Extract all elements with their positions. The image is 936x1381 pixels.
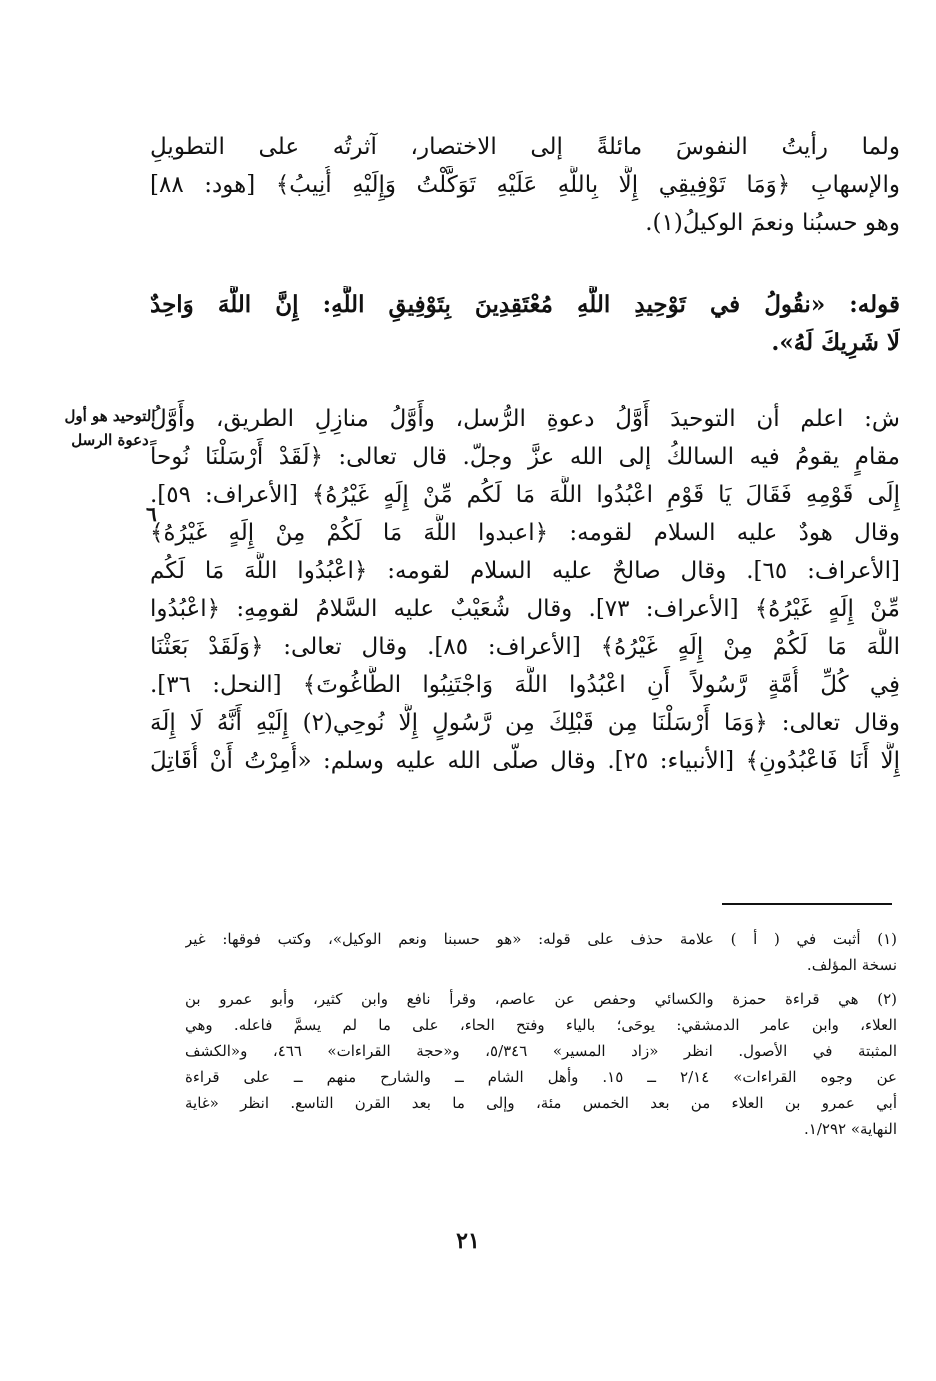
sharh-line: وقال تعالى: ﴿وَمَا أَرْسَلْنَا مِن قَبْلِكَ مِن رَّسُولٍ إِلَّا نُوحِي(٢) إِلَيْهِ أَنَّهُ لَا إِلَهَ [150, 710, 900, 736]
footnote-line: النهاية» ١/٢٩٢. [804, 1120, 897, 1138]
margin-heading [40, 404, 180, 452]
footnote-line: نسخة المؤلف. [806, 956, 897, 974]
footnote-line: (١) أثبت في ( أ ) علامة حذف على قوله: «هو حسبنا ونعم الوكيل»، وكتب فوقها: غير [185, 930, 897, 948]
sharh-paragraph [150, 400, 900, 780]
intro-paragraph [150, 128, 900, 242]
footnote-line: المثبتة في الأصول. انظر «زاد المسير» ٥/٣٤٦، و«حجة القراءات» ٤٦٦، و«الكشف [185, 1042, 897, 1060]
footnote-divider [722, 903, 892, 905]
text-line: ولما رأيتُ النفوسَ مائلةً إلى الاختصار، آثرتُه على التطويلِ [150, 134, 900, 160]
footnote-line: أبي عمرو بن العلاء من بعد الخمس مئة، وإلى ما بعد القرن التاسع. انظر «غاية [185, 1094, 897, 1112]
sharh-line: اللَّهَ مَا لَكُمْ مِنْ إِلَهٍ غَيْرُهُ﴾ [الأعراف: ٨٥]. وقال تعالى: ﴿وَلَقَدْ بَعَثْنَا [150, 634, 900, 660]
sharh-line: فِي كُلِّ أُمَّةٍ رَّسُولاً أَنِ اعْبُدُوا اللَّهَ وَاجْتَنِبُوا الطَّاغُوتَ﴾ [النحل: ٣٦]. [150, 672, 900, 698]
footnote-line: (٢) هي قراءة حمزة والكسائي وحفص عن عاصم، وقرأ نافع وابن كثير، وأبو عمرو بن [185, 990, 897, 1008]
footnote-2 [185, 986, 897, 1142]
matn-line: قوله: «نقُولُ في تَوْحِيدِ اللَّهِ مُعْتَقِدِينَ بِتَوْفِيقِ اللَّهِ: إِنَّ اللَّهَ وَاحِدٌ [150, 291, 900, 318]
footnote-line: العلاء، وابن عامر الدمشقي: يوحَى؛ بالياء وفتح الحاء، على ما لم يسمَّ فاعله. وهي [185, 1016, 897, 1034]
matn-line: لَا شَرِيكَ لَهُ». [771, 329, 900, 356]
margin-heading-line: التوحيد هو أول [64, 407, 156, 425]
text-line: وهو حسبُنا ونعمَ الوكيلُ(١). [645, 210, 900, 236]
footnotes [185, 926, 897, 1142]
sharh-line: مقامٍ يقومُ فيه السالكُ إلى الله عزَّ وجلّ. قال تعالى: ﴿لَقَدْ أَرْسَلْنَا نُوحاً [150, 444, 900, 470]
text-line: والإسهابِ ﴿وَمَا تَوْفِيقِي إِلَّا بِاللَّهِ عَلَيْهِ تَوَكَّلْتُ وَإِلَيْهِ أُنِيبُ﴾ [هود: ٨٨] [150, 172, 900, 198]
sharh-line: إِلَى قَوْمِهِ فَقَالَ يَا قَوْمِ اعْبُدُوا اللَّهَ مَا لَكُم مِّنْ إِلَهٍ غَيْرُهُ﴾ [الأعراف: ٥٩]. [150, 482, 900, 508]
sharh-line: مِّنْ إِلَهٍ غَيْرُهُ﴾ [الأعراف: ٧٣]. وقال شُعَيْبٌ عليه السَّلامُ لقومِهِ: ﴿اعْبُدُوا [150, 596, 900, 622]
margin-heading-line: دعوة الرسل [71, 431, 149, 449]
page-number: ٢١ [456, 1228, 480, 1254]
sharh-line: ش: اعلم أن التوحيدَ أَوَّلُ دعوةِ الرُّسل، وأَوَّلُ منازِلِ الطريق، وأَوَّلُ [150, 406, 900, 432]
footnote-line: عن وجوه القراءات» ٢/١٤ ــ ١٥. وأهل الشام ــ والشارح منهم ــ على قراءة [185, 1068, 897, 1086]
sharh-line: إِلَّا أَنَا فَاعْبُدُونِ﴾ [الأنبياء: ٢٥]. وقال صلّى الله عليه وسلم: «أُمِرْتُ أَنْ أُقَاتِلَ [150, 748, 900, 774]
margin-number: ٦ [146, 502, 157, 526]
sharh-line: وقال هودٌ عليه السلام لقومه: ﴿اعبدوا اللَّهَ مَا لَكُمْ مِنْ إِلَهٍ غَيْرُهُ﴾ [150, 520, 900, 546]
footnote-1 [185, 926, 897, 978]
sharh-line: [الأعراف: ٦٥]. وقال صالحٌ عليه السلام لقومه: ﴿اعْبُدُوا اللَّهَ مَا لَكُم [150, 558, 900, 584]
matn-paragraph [150, 286, 900, 362]
